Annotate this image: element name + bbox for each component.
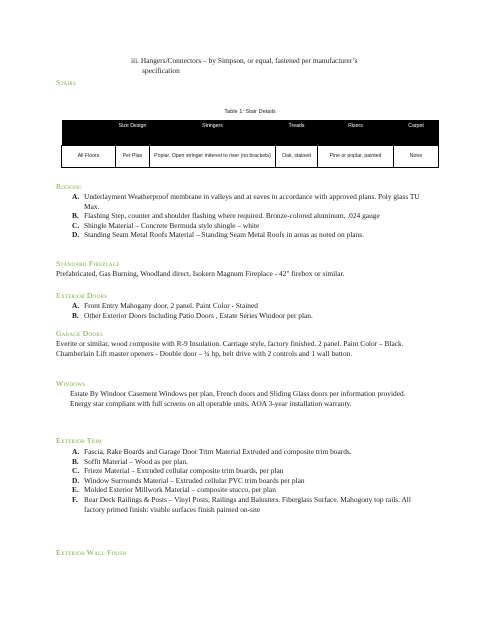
list-text: Shingle Material – Concrete Bermuda style shingle – white bbox=[84, 220, 260, 230]
roofing-list bbox=[72, 192, 422, 240]
list-item bbox=[72, 495, 432, 514]
list-text: Flashing Step, counter and shoulder flashing where required. Bronze-colored aluminum, .024 gauge bbox=[84, 211, 380, 221]
list-text: Soffit Material – Wood as per plan. bbox=[84, 456, 189, 466]
stairs-heading: Stairs bbox=[56, 78, 77, 87]
list-marker: C. bbox=[72, 220, 80, 230]
list-text: Standing Seam Metal Roofs Material – Standing Seam Metal Roofs in areas as noted on plans. bbox=[84, 230, 364, 240]
hangers-text-cont: specification bbox=[142, 66, 180, 75]
header-cell-stringers: Stringers bbox=[150, 120, 276, 146]
list-marker: A. bbox=[72, 192, 80, 201]
exterior-wall-finish-heading: Exterior Wall Finish bbox=[56, 548, 127, 557]
list-marker: D. bbox=[72, 475, 80, 485]
header-cell-size-design: Size Design bbox=[116, 120, 150, 146]
list-marker: C. bbox=[72, 466, 80, 476]
list-text: Window Surrounds Material – Extruded cellular PVC trim boards per plan bbox=[84, 475, 305, 485]
list-marker: E. bbox=[72, 485, 79, 495]
exterior-doors-list bbox=[72, 301, 422, 320]
list-item bbox=[72, 457, 432, 467]
table-cell: Oak, stained bbox=[276, 146, 318, 168]
hangers-text: Hangers/Connectors – by Simpson, or equal, fastened per manufacturer’s bbox=[140, 56, 358, 65]
list-text: Rear Deck Railings & Posts – Vinyl Posts, Railings and Balusters. Fiberglass Surface. Mahogony top rails. All factory primed finish: visible surfaces finish painted on-site bbox=[84, 494, 411, 514]
fireplace-heading: Standard Fireplace bbox=[56, 259, 120, 268]
exterior-doors-heading: Exterior Doors bbox=[56, 291, 108, 300]
list-item bbox=[72, 485, 432, 495]
table-row bbox=[62, 146, 439, 168]
exterior-trim-heading: Exterior Trim bbox=[56, 436, 103, 445]
fireplace-text: Prefabricated, Gas Burning, Woodland direct, Isokern Magnum Fireplace - 42" firebox or similar. bbox=[56, 269, 345, 278]
list-item bbox=[72, 230, 422, 240]
table-cell: Per Plan bbox=[116, 146, 150, 168]
header-cell-treads: Treads bbox=[276, 120, 318, 146]
list-marker: A. bbox=[72, 301, 80, 310]
exterior-trim-list bbox=[72, 447, 432, 514]
list-marker: D. bbox=[72, 230, 80, 240]
list-item bbox=[72, 447, 432, 457]
list-item bbox=[72, 466, 432, 476]
header-cell-blank bbox=[62, 120, 116, 146]
list-text: Frieze Material – Extruded cellular composite trim boards, per plan bbox=[84, 466, 284, 476]
list-marker: A. bbox=[72, 447, 80, 456]
hangers-marker: iii. bbox=[131, 56, 140, 65]
stair-table-caption: Table 1: Stair Details bbox=[224, 109, 276, 115]
stair-table-header-row bbox=[62, 120, 439, 146]
header-cell-carpet: Carpet bbox=[394, 120, 439, 146]
table-cell: None bbox=[394, 146, 439, 168]
list-text: Front Entry Mahogany door, 2 panel. Paint Color - Stained bbox=[84, 301, 258, 310]
list-text: Other Exterior Doors Including Patio Doors , Estate Series Windoor per plan. bbox=[84, 310, 313, 320]
hangers-item bbox=[131, 56, 431, 66]
windows-heading: Windows bbox=[56, 379, 86, 388]
list-marker: B. bbox=[72, 456, 79, 466]
garage-doors-heading: Garage Doors bbox=[56, 329, 104, 338]
list-item bbox=[72, 192, 422, 211]
list-marker: B. bbox=[72, 310, 79, 320]
roofing-heading: Roofing bbox=[56, 182, 83, 191]
list-text: Molded Exterior Millwork Material – composite stucco, per plan bbox=[84, 485, 276, 495]
stair-details-table bbox=[61, 120, 439, 168]
table-cell: Pine or poplar, painted bbox=[318, 146, 394, 168]
list-marker: F. bbox=[72, 494, 78, 504]
list-text: Underlayment Weatherproof membrane in valleys and at eaves in accordance with approved plans. Poly glass TU Max. bbox=[84, 192, 420, 211]
list-item bbox=[72, 211, 422, 221]
list-text: Fascia, Rake Boards and Garage Door Trim Material Extruded and composite trim boards. bbox=[84, 447, 352, 456]
list-marker: B. bbox=[72, 211, 79, 221]
windows-text: Estate By Windoor Casement Windows per plan, French doors and Sliding Glass doors per information provided. Energy star compliant with full screens on all operable units. AOA 3-year installation warranty. bbox=[70, 389, 406, 408]
garage-doors-text: Everite or similar, wood composite with R-9 Insulation. Carriage style, factory finished. 2 panel. Paint Color – Black. Chamberlain Lift master openers - Double door – ¾ hp, belt drive with 2 controls and 1 wall button. bbox=[56, 339, 404, 358]
list-item bbox=[72, 476, 432, 486]
table-cell: Poplar. Open stringer mitered to riser (no brackets) bbox=[150, 146, 276, 168]
header-cell-risers: Risers bbox=[318, 120, 394, 146]
table-cell: All Floors bbox=[62, 146, 116, 168]
list-item bbox=[72, 311, 422, 321]
list-item bbox=[72, 301, 422, 311]
list-item bbox=[72, 221, 422, 231]
